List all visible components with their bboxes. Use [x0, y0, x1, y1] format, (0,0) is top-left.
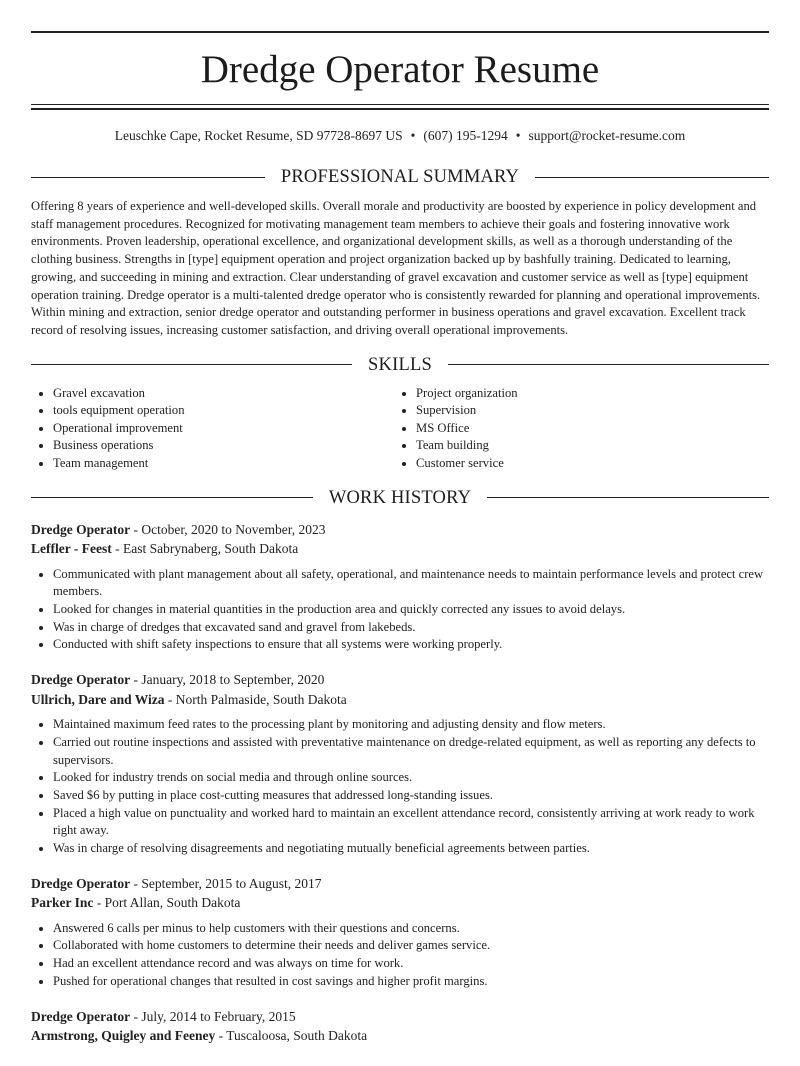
section-title-skills: SKILLS [368, 354, 432, 375]
job-bullet: • Answered 6 calls per minus to help customers with their questions and concerns. [53, 920, 769, 938]
section-rule-left [31, 364, 352, 365]
skill-item: • tools equipment operation [53, 402, 394, 420]
job-location: - Port Allan, South Dakota [93, 895, 241, 911]
job-bullets [31, 716, 769, 858]
resume-page [0, 31, 800, 1046]
job-company: Ullrich, Dare and Wiza [31, 691, 165, 707]
job-title: Dredge Operator [31, 521, 131, 537]
job-title-line [31, 1007, 769, 1027]
job-bullet: • Communicated with plant management about all safety, operational, and maintenance needs to maintain performance levels and protect crew members. [53, 566, 769, 601]
skill-item: • Business operations [53, 437, 394, 455]
section-rule-right [487, 497, 769, 498]
job-bullet: • Was in charge of resolving disagreements and negotiating mutually beneficial agreements between parties. [53, 840, 769, 858]
job-bullet: • Looked for changes in material quantities in the production area and quickly corrected any issues to avoid delays. [53, 601, 769, 619]
top-rule-divider [31, 31, 769, 33]
job-location: - Tuscaloosa, South Dakota [215, 1028, 368, 1044]
skill-item: • Operational improvement [53, 420, 394, 438]
skill-item: • Customer service [416, 455, 757, 473]
job-dates: - September, 2015 to August, 2017 [130, 875, 322, 891]
job-bullet: • Placed a high value on punctuality and worked hard to maintain an excellent attendance record, consistently arriving at work ready to work right away. [53, 805, 769, 840]
section-rule-left [31, 497, 313, 498]
thick-rule [31, 108, 769, 110]
job-bullet: • Looked for industry trends on social media and through online sources. [53, 769, 769, 787]
job-dates: - July, 2014 to February, 2015 [130, 1008, 296, 1024]
job-bullet: • Was in charge of dredges that excavated sand and gravel from lakebeds. [53, 619, 769, 637]
section-rule-left [31, 177, 265, 178]
section-header-summary [31, 165, 769, 189]
skills-column-left [31, 385, 394, 473]
job-title: Dredge Operator [31, 672, 131, 688]
section-rule-right [448, 364, 769, 365]
job-dates: - October, 2020 to November, 2023 [130, 521, 326, 537]
bullet-separator: • [410, 128, 416, 143]
title-double-rule-divider [31, 104, 769, 110]
professional-summary-text: Offering 8 years of experience and well-developed skills. Overall morale and productivity are boosted by experience in policy development and staff management procedures. Recognized for motivating management team members to achieve their goals and fostering innovative work environments. Proven leadership, operational excellence, and organizational development skills, as well as a thorough understanding of the clothing business. Strengths in [type] equipment operation and project organization backed up by bashfully training. Dedicated to learning, growing, and succeeding in mining and extraction. Clear understanding of gravel excavation and customer service as well as [type] equipment operation training. Dredge operator is a multi-talented dredge operator who is consistently rewarded for planning and operational improvements. Within mining and extraction, senior dredge operator and outstanding performer in business operations and gravel excavation. Excellent track record of resolving issues, increasing customer satisfaction, and driving overall operational improvements. [31, 199, 761, 337]
skills-column-right [394, 385, 757, 473]
contact-phone: (607) 195-1294 [423, 128, 508, 143]
section-title-summary: PROFESSIONAL SUMMARY [280, 167, 520, 187]
skill-item: • Project organization [416, 385, 757, 403]
job-bullet: • Pushed for operational changes that resulted in cost savings and higher profit margins. [53, 973, 769, 991]
job-location: - East Sabrynaberg, South Dakota [111, 541, 299, 557]
section-title-work-history: WORK HISTORY [328, 487, 472, 508]
skill-item: • Supervision [416, 402, 757, 420]
job-company: Leffler - Feest [31, 541, 112, 557]
job-entry [31, 874, 769, 991]
contact-address: Leuschke Cape, Rocket Resume, SD 97728-8697 US [114, 128, 403, 143]
job-company: Armstrong, Quigley and Feeney [31, 1028, 216, 1044]
section-header-work-history [31, 486, 769, 510]
section-header-skills [31, 353, 769, 377]
job-bullets [31, 920, 769, 991]
job-title-line [31, 520, 769, 540]
job-company-line [31, 690, 769, 710]
bullet-separator: • [515, 128, 521, 143]
job-title: Dredge Operator [31, 875, 131, 891]
job-bullet: • Had an excellent attendance record and was always on time for work. [53, 955, 769, 973]
thin-rule [31, 104, 769, 105]
job-entry [31, 670, 769, 858]
job-bullet: • Maintained maximum feed rates to the processing plant by monitoring and adjusting density and flow meters. [53, 716, 769, 734]
job-title-line [31, 670, 769, 690]
skills-list [31, 385, 769, 473]
job-location: - North Palmaside, South Dakota [164, 691, 347, 707]
resume-title: Dredge Operator Resume [200, 48, 600, 91]
job-company-line [31, 1026, 769, 1046]
job-bullet: • Saved $6 by putting in place cost-cutting measures that addressed long-standing issues. [53, 787, 769, 805]
job-company-line [31, 893, 769, 913]
skill-item: • Team building [416, 437, 757, 455]
skill-item: • MS Office [416, 420, 757, 438]
job-bullet: • Conducted with shift safety inspections to ensure that all systems were working properly. [53, 636, 769, 654]
job-bullets [31, 566, 769, 655]
job-entry [31, 520, 769, 655]
contact-email: support@rocket-resume.com [528, 128, 686, 143]
job-bullet: • Collaborated with home customers to determine their needs and deliver games service. [53, 937, 769, 955]
job-title-line [31, 874, 769, 894]
job-bullet: • Carried out routine inspections and assisted with preventative maintenance on dredge-related equipment, as well as reporting any defects to supervisors. [53, 734, 769, 769]
job-entry [31, 1007, 769, 1046]
section-rule-right [535, 177, 769, 178]
job-dates: - January, 2018 to September, 2020 [130, 672, 325, 688]
job-title: Dredge Operator [31, 1008, 131, 1024]
skill-item: • Gravel excavation [53, 385, 394, 403]
job-company: Parker Inc [31, 895, 94, 911]
job-company-line [31, 539, 769, 559]
skill-item: • Team management [53, 455, 394, 473]
contact-line [31, 127, 769, 145]
